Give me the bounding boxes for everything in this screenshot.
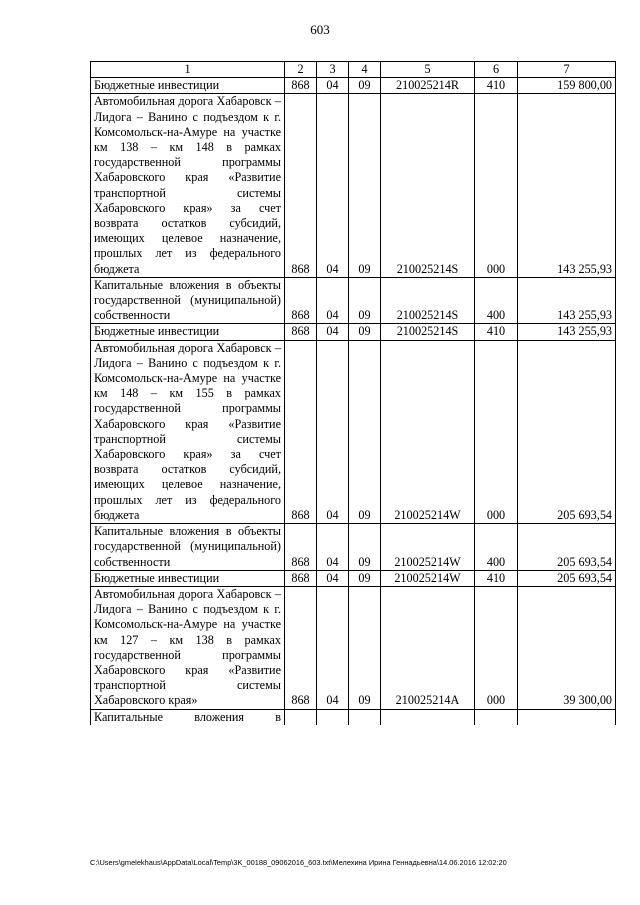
col-header-6: 6 (475, 62, 518, 78)
cell-target-item: 210025214W (381, 524, 475, 571)
cell-subsection: 09 (349, 324, 381, 340)
row-description: Капитальные вложения в (91, 709, 285, 725)
cell-amount: 205 693,54 (518, 524, 616, 571)
cell-target-item: 210025214W (381, 570, 475, 586)
cell-section: 04 (317, 277, 349, 324)
cell-ministry: 868 (285, 94, 317, 277)
cell-expense-type: 410 (475, 78, 518, 94)
row-description: Капитальные вложения в объекты государственной (муниципальной) собственности (91, 524, 285, 571)
row-description: Капитальные вложения в объекты государственной (муниципальной) собственности (91, 277, 285, 324)
table-row (91, 570, 616, 586)
cell-amount (518, 709, 616, 725)
cell-amount: 205 693,54 (518, 340, 616, 523)
cell-target-item: 210025214W (381, 340, 475, 523)
cell-expense-type: 000 (475, 340, 518, 523)
cell-ministry: 868 (285, 570, 317, 586)
col-header-7: 7 (518, 62, 616, 78)
cell-subsection: 09 (349, 570, 381, 586)
cell-ministry: 868 (285, 78, 317, 94)
cell-section: 04 (317, 94, 349, 277)
col-header-2: 2 (285, 62, 317, 78)
table-row (91, 78, 616, 94)
cell-subsection: 09 (349, 524, 381, 571)
cell-target-item: 210025214R (381, 78, 475, 94)
cell-section: 04 (317, 78, 349, 94)
row-description: Бюджетные инвестиции (91, 324, 285, 340)
cell-target-item: 210025214S (381, 94, 475, 277)
col-header-4: 4 (349, 62, 381, 78)
cell-expense-type: 410 (475, 324, 518, 340)
table-row (91, 277, 616, 324)
file-path-footer: C:\Users\gmelekhaus\AppData\Local\Temp\3K_00188_09062016_603.txt\Мелехина Ирина Геннадьевна\14.06.2016 12:02:20 (90, 858, 507, 867)
table-row (91, 524, 616, 571)
table-row (91, 94, 616, 277)
cell-ministry: 868 (285, 324, 317, 340)
table-row (91, 324, 616, 340)
cell-section: 04 (317, 340, 349, 523)
col-header-1: 1 (91, 62, 285, 78)
cell-target-item: 210025214S (381, 324, 475, 340)
cell-subsection: 09 (349, 78, 381, 94)
cell-subsection: 09 (349, 277, 381, 324)
partial-table-row (91, 709, 616, 725)
cell-expense-type: 000 (475, 94, 518, 277)
table-row (91, 586, 616, 709)
cell-subsection: 09 (349, 586, 381, 709)
row-description: Автомобильная дорога Хабаровск – Лидога – Ванино с подъездом к г. Комсомольск-на-Амуре на участке км 127 – км 138 в рамках государственной программы Хабаровского края «Развитие транспортной системы Хабаровского края» (91, 586, 285, 709)
cell-ministry: 868 (285, 586, 317, 709)
cell-subsection (349, 709, 381, 725)
cell-amount: 39 300,00 (518, 586, 616, 709)
header-row (91, 62, 616, 78)
row-description: Бюджетные инвестиции (91, 570, 285, 586)
table-row (91, 340, 616, 523)
cell-section: 04 (317, 570, 349, 586)
cell-amount: 143 255,93 (518, 277, 616, 324)
cell-ministry: 868 (285, 277, 317, 324)
col-header-5: 5 (381, 62, 475, 78)
row-description: Бюджетные инвестиции (91, 78, 285, 94)
cell-target-item: 210025214A (381, 586, 475, 709)
cell-ministry: 868 (285, 524, 317, 571)
cell-expense-type: 410 (475, 570, 518, 586)
cell-section: 04 (317, 524, 349, 571)
cell-section (317, 709, 349, 725)
cell-expense-type: 400 (475, 524, 518, 571)
cell-section: 04 (317, 324, 349, 340)
col-header-3: 3 (317, 62, 349, 78)
cell-expense-type: 000 (475, 586, 518, 709)
cell-target-item (381, 709, 475, 725)
cell-target-item: 210025214S (381, 277, 475, 324)
row-description: Автомобильная дорога Хабаровск – Лидога – Ванино с подъездом к г. Комсомольск-на-Амуре на участке км 148 – км 155 в рамках государственной программы Хабаровского края «Развитие транспортной системы Хабаровского края» за счет возврата остатков субсидий, имеющих целевое назначение, прошлых лет из федерального бюджета (91, 340, 285, 523)
cell-ministry (285, 709, 317, 725)
cell-ministry: 868 (285, 340, 317, 523)
page-number: 603 (310, 22, 330, 37)
cell-subsection: 09 (349, 94, 381, 277)
cell-amount: 143 255,93 (518, 324, 616, 340)
cell-subsection: 09 (349, 340, 381, 523)
cell-amount: 143 255,93 (518, 94, 616, 277)
cell-expense-type: 400 (475, 277, 518, 324)
cell-expense-type (475, 709, 518, 725)
row-description: Автомобильная дорога Хабаровск – Лидога – Ванино с подъездом к г. Комсомольск-на-Амуре на участке км 138 – км 148 в рамках государственной программы Хабаровского края «Развитие транспортной системы Хабаровского края» за счет возврата остатков субсидий, имеющих целевое назначение, прошлых лет из федерального бюджета (91, 94, 285, 277)
cell-section: 04 (317, 586, 349, 709)
budget-table (90, 61, 616, 725)
cell-amount: 205 693,54 (518, 570, 616, 586)
cell-amount: 159 800,00 (518, 78, 616, 94)
